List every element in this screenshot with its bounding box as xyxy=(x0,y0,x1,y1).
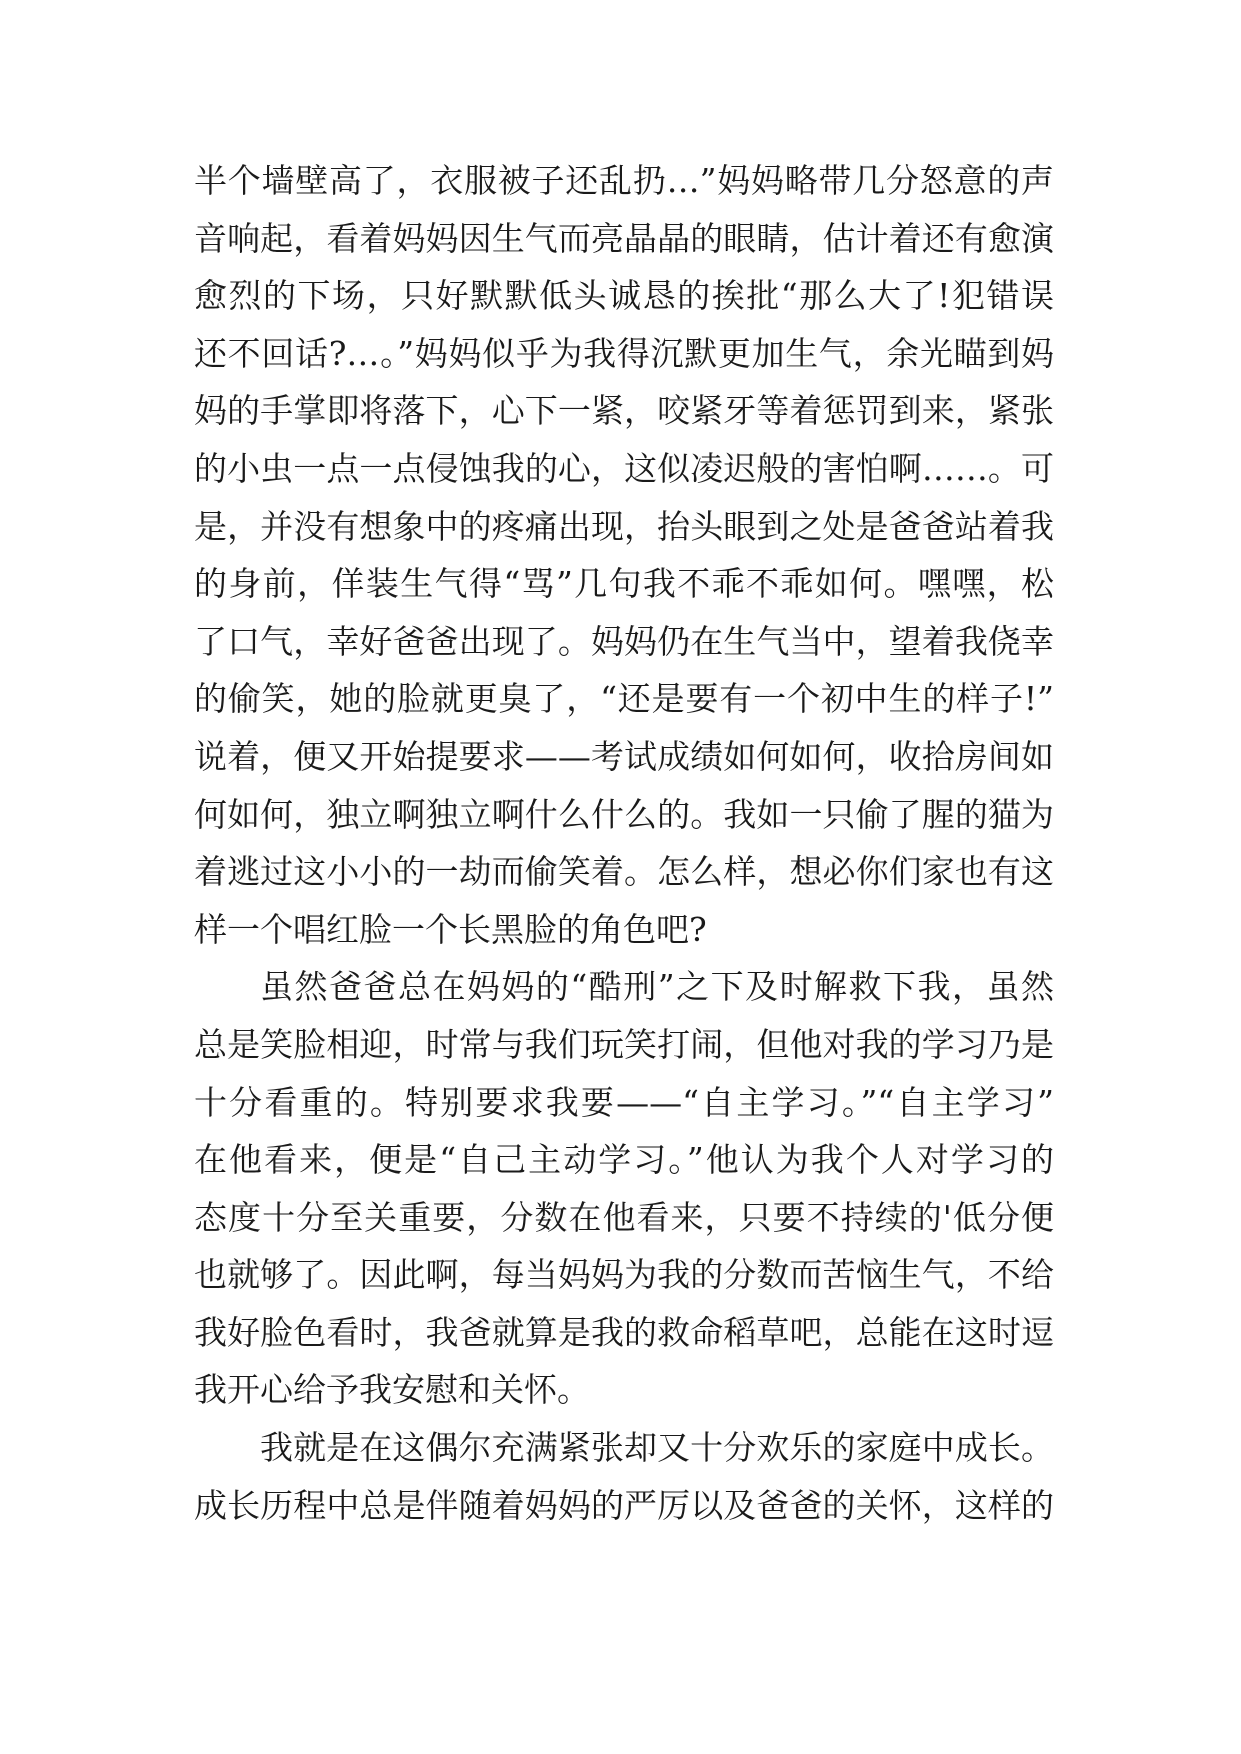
text-line: 还不回话?…。”妈妈似乎为我得沉默更加生气，余光瞄到妈 xyxy=(194,333,1054,373)
text-line: 愈烈的下场，只好默默低头诚恳的挨批“那么大了!犯错误 xyxy=(194,276,1054,316)
text-line: 半个墙壁高了，衣服被子还乱扔…”妈妈略带几分怒意的声 xyxy=(194,161,1054,200)
text-line: 着逃过这小小的一劫而偷笑着。怎么样，想必你们家也有这 xyxy=(194,852,1054,892)
text-line: 在他看来，便是“自己主动学习。”他认为我个人对学习的 xyxy=(194,1140,1054,1180)
text-line: 总是笑脸相迎，时常与我们玩笑打闹，但他对我的学习乃是 xyxy=(194,1024,1054,1064)
text-line: 态度十分至关重要，分数在他看来，只要不持续的'低分便 xyxy=(194,1197,1054,1237)
text-line: 也就够了。因此啊，每当妈妈为我的分数而苦恼生气，不给 xyxy=(194,1255,1054,1295)
text-line: 样一个唱红脸一个长黑脸的角色吧? xyxy=(194,909,707,949)
text-line: 的小虫一点一点侵蚀我的心，这似凌迟般的害怕啊……。可 xyxy=(194,448,1054,488)
text-line: 十分看重的。特别要求我要——“自主学习。”“自主学习” xyxy=(194,1082,1054,1122)
text-line: 妈的手掌即将落下，心下一紧，咬紧牙等着惩罚到来，紧张 xyxy=(194,391,1054,431)
text-line: 了口气，幸好爸爸出现了。妈妈仍在生气当中，望着我侥幸 xyxy=(194,621,1054,661)
text-line: 成长历程中总是伴随着妈妈的严厉以及爸爸的关怀，这样的 xyxy=(194,1485,1054,1525)
text-line: 我开心给予我安慰和关怀。 xyxy=(194,1370,590,1410)
text-line: 是，并没有想象中的疼痛出现，抬头眼到之处是爸爸站着我 xyxy=(194,506,1054,546)
text-line: 的身前，佯装生气得“骂”几句我不乖不乖如何。嘿嘿，松 xyxy=(194,564,1054,604)
text-line: 音响起，看着妈妈因生气而亮晶晶的眼睛，估计着还有愈演 xyxy=(194,218,1054,258)
paragraph-start-line: 我就是在这偶尔充满紧张却又十分欢乐的家庭中成长。 xyxy=(260,1428,1054,1468)
text-line: 我好脸色看时，我爸就算是我的救命稻草吧，总能在这时逗 xyxy=(194,1312,1054,1352)
text-line: 的偷笑，她的脸就更臭了，“还是要有一个初中生的样子!” xyxy=(194,679,1054,719)
text-line: 何如何，独立啊独立啊什么什么的。我如一只偷了腥的猫为 xyxy=(194,794,1054,834)
body-text xyxy=(194,152,1054,1534)
paragraph-start-line: 虽然爸爸总在妈妈的“酷刑”之下及时解救下我，虽然 xyxy=(260,967,1054,1007)
text-line: 说着，便又开始提要求——考试成绩如何如何，收拾房间如 xyxy=(194,736,1054,776)
